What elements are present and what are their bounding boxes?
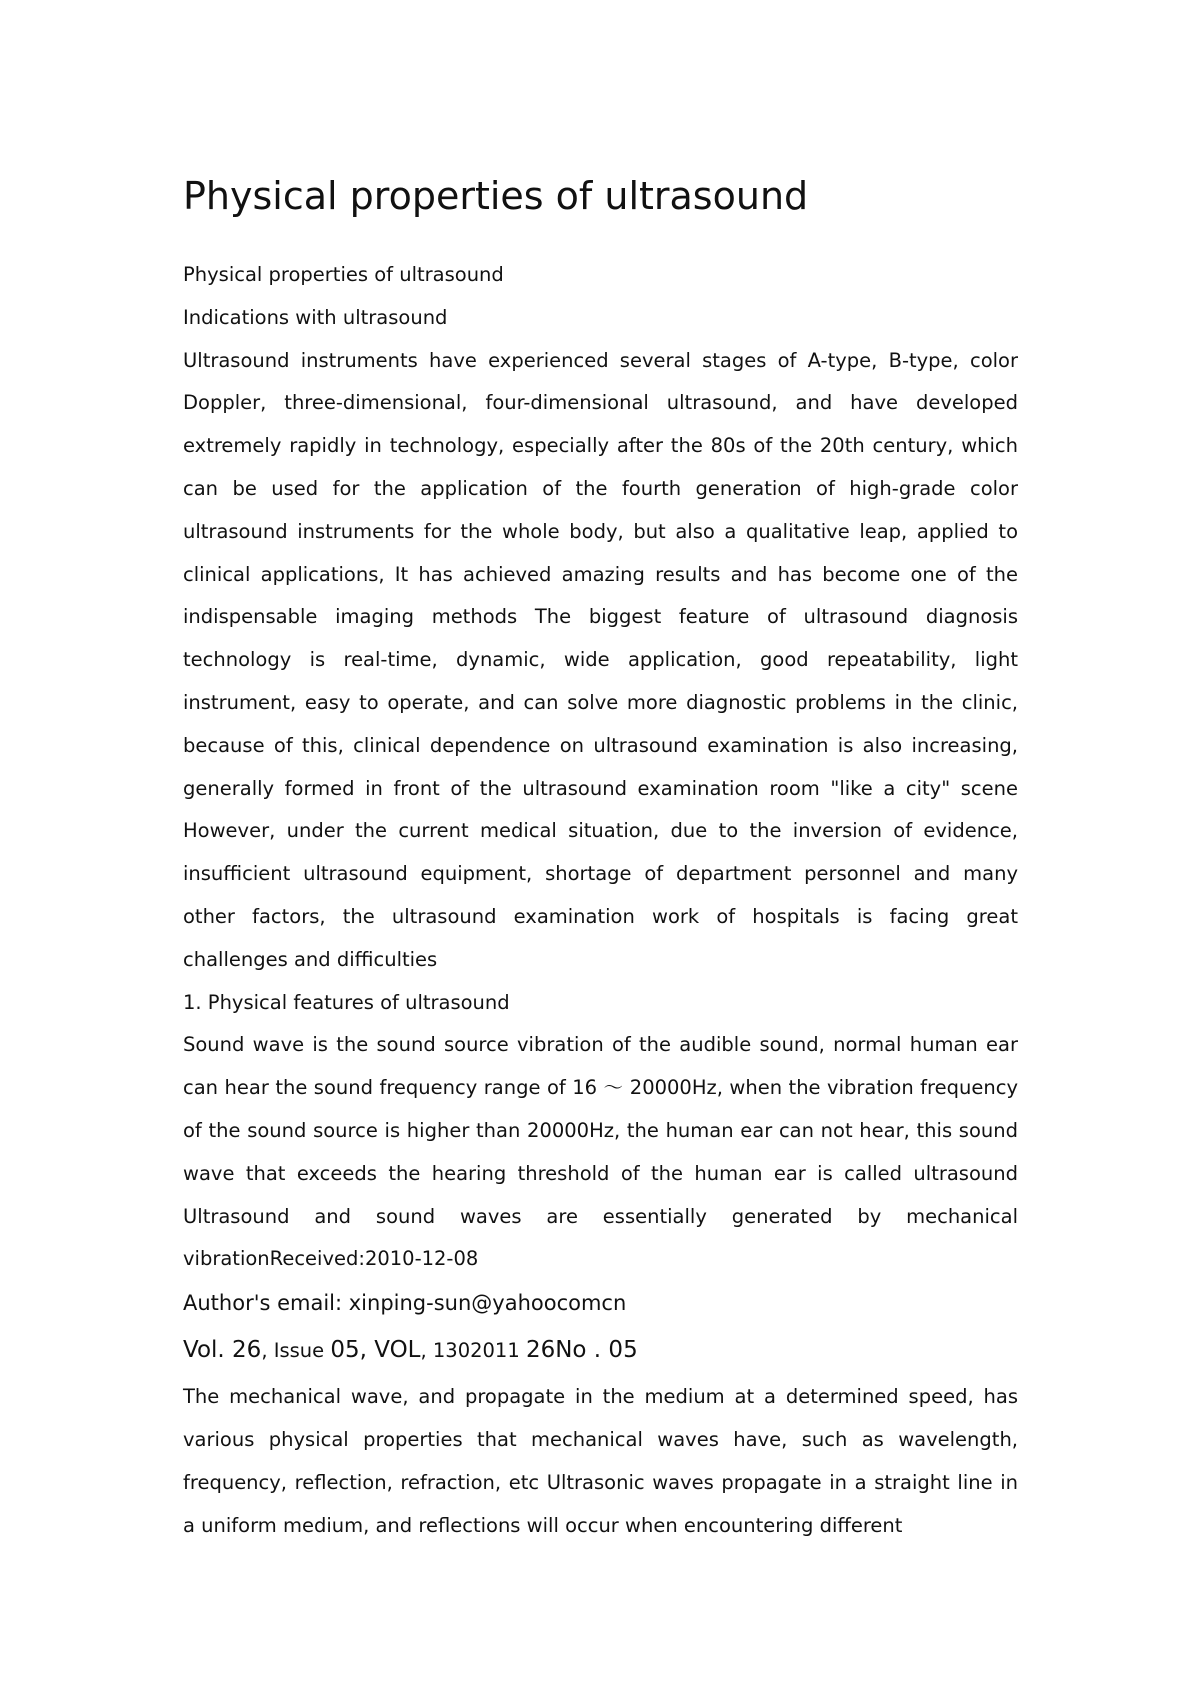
number-label: 26No . 05 bbox=[525, 1337, 638, 1364]
sound-wave-paragraph: Sound wave is the sound source vibration of the audible sound, normal human ear can hear the sound frequency range of 16 ～ 20000Hz, when the vibration frequency of the sound source is higher than 20000Hz, the human ear can not hear, this sound wave that exceeds the hearing threshold of the human ear is called ultrasound Ultrasound and sound waves are essentially generated by mechanical vibrationReceived:2010-12-08 bbox=[183, 1033, 1018, 1271]
vol-label-2: , VOL bbox=[359, 1337, 421, 1364]
subtitle-line: Physical properties of ultrasound bbox=[183, 263, 504, 286]
volume-code: , 1302011 bbox=[420, 1339, 526, 1363]
section-heading: 1. Physical features of ultrasound bbox=[183, 990, 510, 1014]
indications-line: Indications with ultrasound bbox=[183, 305, 448, 329]
issue-label: , Issue bbox=[261, 1339, 331, 1363]
intro-paragraph: Ultrasound instruments have experienced several stages of A-type, B-type, color Doppler, three-dimensional, four-dimensional ultrasound, and have developed extremely rapidly in technology, especially after the 80s of the 20th century, which can be used for the application of the fourth generation of high-grade color ultrasound instruments for the whole body, but also a qualitative leap, applied to clinical applications, It has achieved amazing results and has become one of the indispensable imaging methods The biggest feature of ultrasound diagnosis technology is real-time, dynamic, wide application, good repeatability, light instrument, easy to operate, and can solve more diagnostic problems in the clinic, because of this, clinical dependence on ultrasound examination is also increasing, generally formed in front of the ultrasound examination room "like a city" scene However, under the current medical situation, due to the inversion of evidence, insufficient ultrasound equipment, shortage of department personnel and many other factors, the ultrasound examination work of hospitals is facing great challenges and difficulties bbox=[183, 348, 1018, 971]
document-body bbox=[183, 254, 1018, 1547]
volume-label: Vol. 26 bbox=[183, 1337, 262, 1364]
issue-number: 05 bbox=[330, 1337, 360, 1364]
author-email-line: Author's email: xinping-sun@yahoocomcn bbox=[183, 1291, 627, 1316]
page-title: Physical properties of ultrasound bbox=[183, 174, 809, 218]
mechanical-wave-paragraph: The mechanical wave, and propagate in the medium at a determined speed, has various physical properties that mechanical waves have, such as wavelength, frequency, reflection, refraction, etc Ultrasonic waves propagate in a straight line in a uniform medium, and reflections will occur when encountering different bbox=[183, 1385, 1018, 1537]
volume-line bbox=[183, 1325, 1018, 1376]
